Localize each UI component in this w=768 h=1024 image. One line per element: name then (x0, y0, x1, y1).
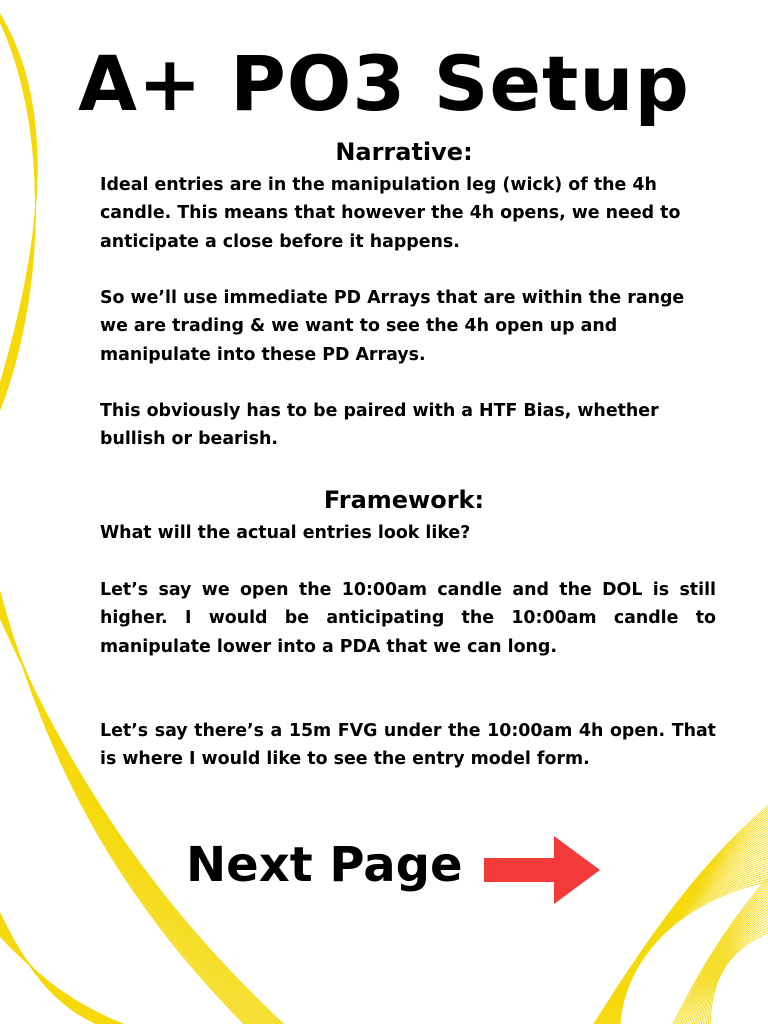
narrative-paragraph-1: Ideal entries are in the manipulation leg (wick) of the 4h candle. This means that however the 4h opens, we need to anticipate a close before it happens. (100, 175, 681, 252)
framework-paragraph-2: Let’s say we open the 10:00am candle and the DOL is still higher. I would be anticipating the 10:00am candle to manipulate lower into a PDA that we can long. (100, 580, 716, 657)
narrative-paragraph-3: This obviously has to be paired with a HTF Bias, whether bullish or bearish. (100, 401, 659, 450)
right-arrow-icon[interactable] (484, 836, 600, 904)
framework-paragraph-1: What will the actual entries look like? (100, 523, 471, 543)
framework-paragraph-3: Let’s say there’s a 15m FVG under the 10:00am 4h open. That is where I would like to see the entry model form. (100, 721, 716, 770)
page-title: A+ PO3 Setup (78, 39, 690, 128)
narrative-paragraph-2: So we’ll use immediate PD Arrays that are within the range we are trading & we want to see the 4h open up and manipulate into these PD Arrays. (100, 288, 685, 365)
next-page-label[interactable]: Next Page (186, 837, 463, 893)
left-bottom-ribbon (0, 900, 140, 1024)
narrative-heading: Narrative: (335, 138, 473, 166)
framework-heading: Framework: (323, 486, 485, 514)
